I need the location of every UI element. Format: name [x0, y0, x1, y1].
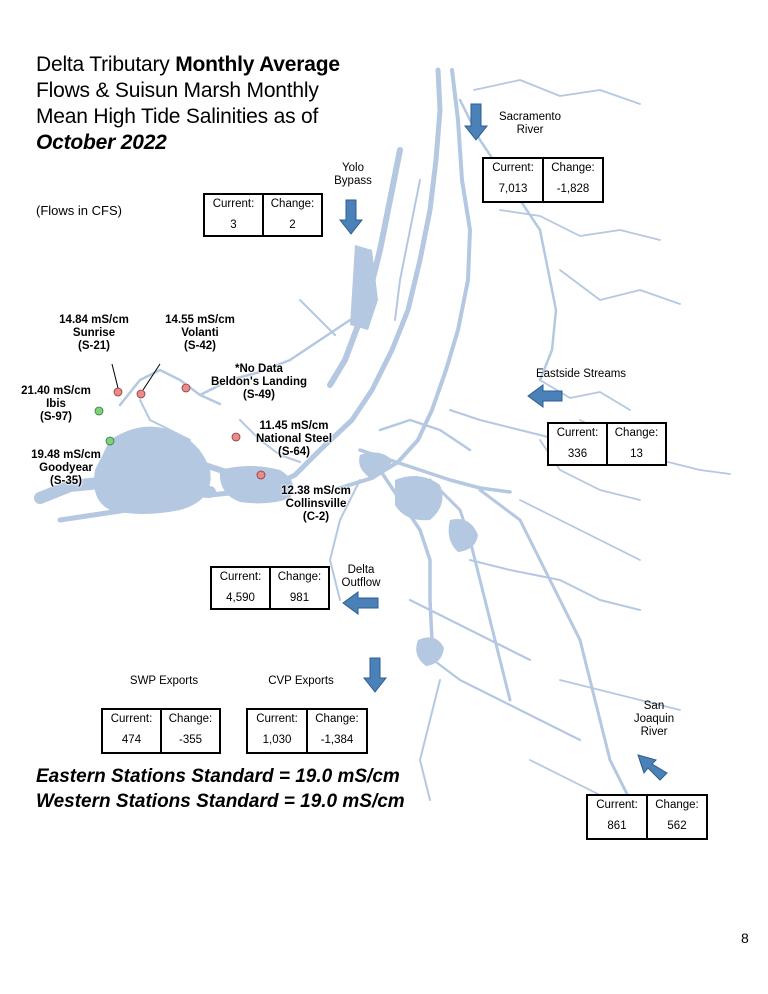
map-title [36, 52, 340, 156]
ibis-id: (S-97) [40, 411, 72, 423]
change-header: Change: [277, 571, 322, 583]
cvp-flow-box [246, 708, 368, 754]
sunrise-id: (S-21) [78, 340, 110, 352]
volanti-station-label [152, 314, 248, 353]
delta-outflow-change [269, 568, 328, 608]
delta-outflow-change-value: 981 [289, 592, 310, 604]
sunrise-name: Sunrise [72, 327, 116, 339]
san-joaquin-flow-box [586, 794, 708, 840]
san-joaquin-change-value: 562 [667, 820, 687, 832]
san-joaquin-label [624, 700, 684, 739]
eastside-flow-box [547, 422, 667, 466]
san-joaquin-change [646, 796, 706, 838]
goodyear-id: (S-35) [50, 475, 82, 487]
yolo-current [205, 195, 262, 235]
page-number: 8 [741, 930, 749, 946]
title-line3: Mean High Tide Salinities as of [36, 105, 319, 128]
national-steel-value: 11.45 mS/cm [259, 420, 329, 432]
national-steel-name: National Steel [255, 433, 333, 445]
title-line1-bold: Monthly Average [175, 53, 340, 76]
sacramento-label [490, 111, 570, 137]
sacramento-flow-box [482, 157, 604, 203]
sacramento-current-value: 7,013 [498, 183, 528, 195]
current-header: Current: [110, 713, 153, 725]
swp-current [103, 710, 160, 752]
current-header: Current: [492, 162, 534, 174]
beldons-name: Beldon's Landing [210, 376, 307, 388]
current-header: Current: [596, 799, 638, 811]
yolo-label-line1: Yolo [342, 162, 364, 174]
cvp-change [306, 710, 366, 752]
change-header: Change: [270, 198, 315, 210]
cvp-change-value: -1,384 [320, 734, 354, 746]
current-header: Current: [256, 713, 298, 725]
collinsville-name: Collinsville [285, 498, 347, 510]
collinsville-value: 12.38 mS/cm [281, 485, 351, 497]
change-header: Change: [551, 162, 595, 174]
title-line1-pre: Delta Tributary [36, 53, 176, 76]
volanti-id: (S-42) [184, 340, 216, 352]
sacramento-current [484, 159, 542, 201]
cvp-label: CVP Exports [268, 675, 334, 687]
eastside-change-value: 13 [630, 448, 643, 460]
yolo-label [326, 162, 380, 188]
yolo-change-value: 2 [289, 219, 296, 231]
collinsville-id: (C-2) [302, 511, 330, 523]
beldons-station-label [200, 363, 318, 402]
delta-outflow-label-line2: Outflow [341, 577, 381, 589]
eastside-current [549, 424, 606, 464]
yolo-change [262, 195, 321, 235]
volanti-value: 14.55 mS/cm [165, 314, 235, 326]
beldons-value: *No Data [235, 363, 283, 375]
current-header: Current: [219, 571, 262, 583]
delta-outflow-label-line1: Delta [347, 564, 375, 576]
beldons-id: (S-49) [243, 389, 275, 401]
swp-change-value: -355 [178, 734, 203, 746]
ibis-name: Ibis [46, 398, 66, 410]
title-line4: October 2022 [36, 131, 167, 154]
change-header: Change: [168, 713, 213, 725]
san-joaquin-label-line1: San [643, 700, 665, 712]
volanti-name: Volanti [181, 327, 219, 339]
goodyear-name: Goodyear [39, 462, 93, 474]
collinsville-station-label [268, 485, 364, 524]
swp-current-value: 474 [121, 734, 142, 746]
ibis-station-label [18, 385, 94, 424]
san-joaquin-current-value: 861 [607, 820, 627, 832]
eastern-standard: Eastern Stations Standard = 19.0 mS/cm [36, 766, 400, 787]
sacramento-label-line2: River [516, 124, 544, 136]
sacramento-label-line1: Sacramento [498, 111, 561, 123]
national-steel-station-label [244, 420, 344, 459]
delta-outflow-label [336, 564, 386, 590]
current-header: Current: [212, 198, 255, 210]
san-joaquin-current [588, 796, 646, 838]
national-steel-id: (S-64) [278, 446, 310, 458]
san-joaquin-label-line3: River [640, 726, 668, 738]
change-header: Change: [614, 427, 659, 439]
delta-outflow-current-value: 4,590 [226, 592, 255, 604]
swp-flow-box [101, 708, 221, 754]
yolo-current-value: 3 [230, 219, 237, 231]
title-line2: Flows & Suisun Marsh Monthly [36, 79, 319, 102]
swp-change [160, 710, 219, 752]
change-header: Change: [655, 799, 699, 811]
cvp-current [248, 710, 306, 752]
eastside-label: Eastside Streams [535, 368, 627, 380]
delta-outflow-current [212, 568, 269, 608]
swp-label: SWP Exports [129, 675, 199, 687]
eastside-current-value: 336 [567, 448, 588, 460]
current-header: Current: [556, 427, 599, 439]
yolo-flow-box [203, 193, 323, 237]
ibis-value: 21.40 mS/cm [21, 385, 91, 397]
eastside-change [606, 424, 665, 464]
sacramento-change [542, 159, 602, 201]
delta-outflow-flow-box [210, 566, 330, 610]
sunrise-station-label [48, 314, 140, 353]
cvp-current-value: 1,030 [262, 734, 292, 746]
goodyear-value: 19.48 mS/cm [31, 449, 101, 461]
yolo-label-line2: Bypass [334, 175, 372, 187]
sunrise-value: 14.84 mS/cm [59, 314, 129, 326]
change-header: Change: [315, 713, 359, 725]
goodyear-station-label [20, 449, 112, 488]
sacramento-change-value: -1,828 [556, 183, 590, 195]
units-note: (Flows in CFS) [36, 203, 122, 218]
western-standard: Western Stations Standard = 19.0 mS/cm [36, 791, 405, 812]
san-joaquin-label-line2: Joaquin [633, 713, 675, 725]
